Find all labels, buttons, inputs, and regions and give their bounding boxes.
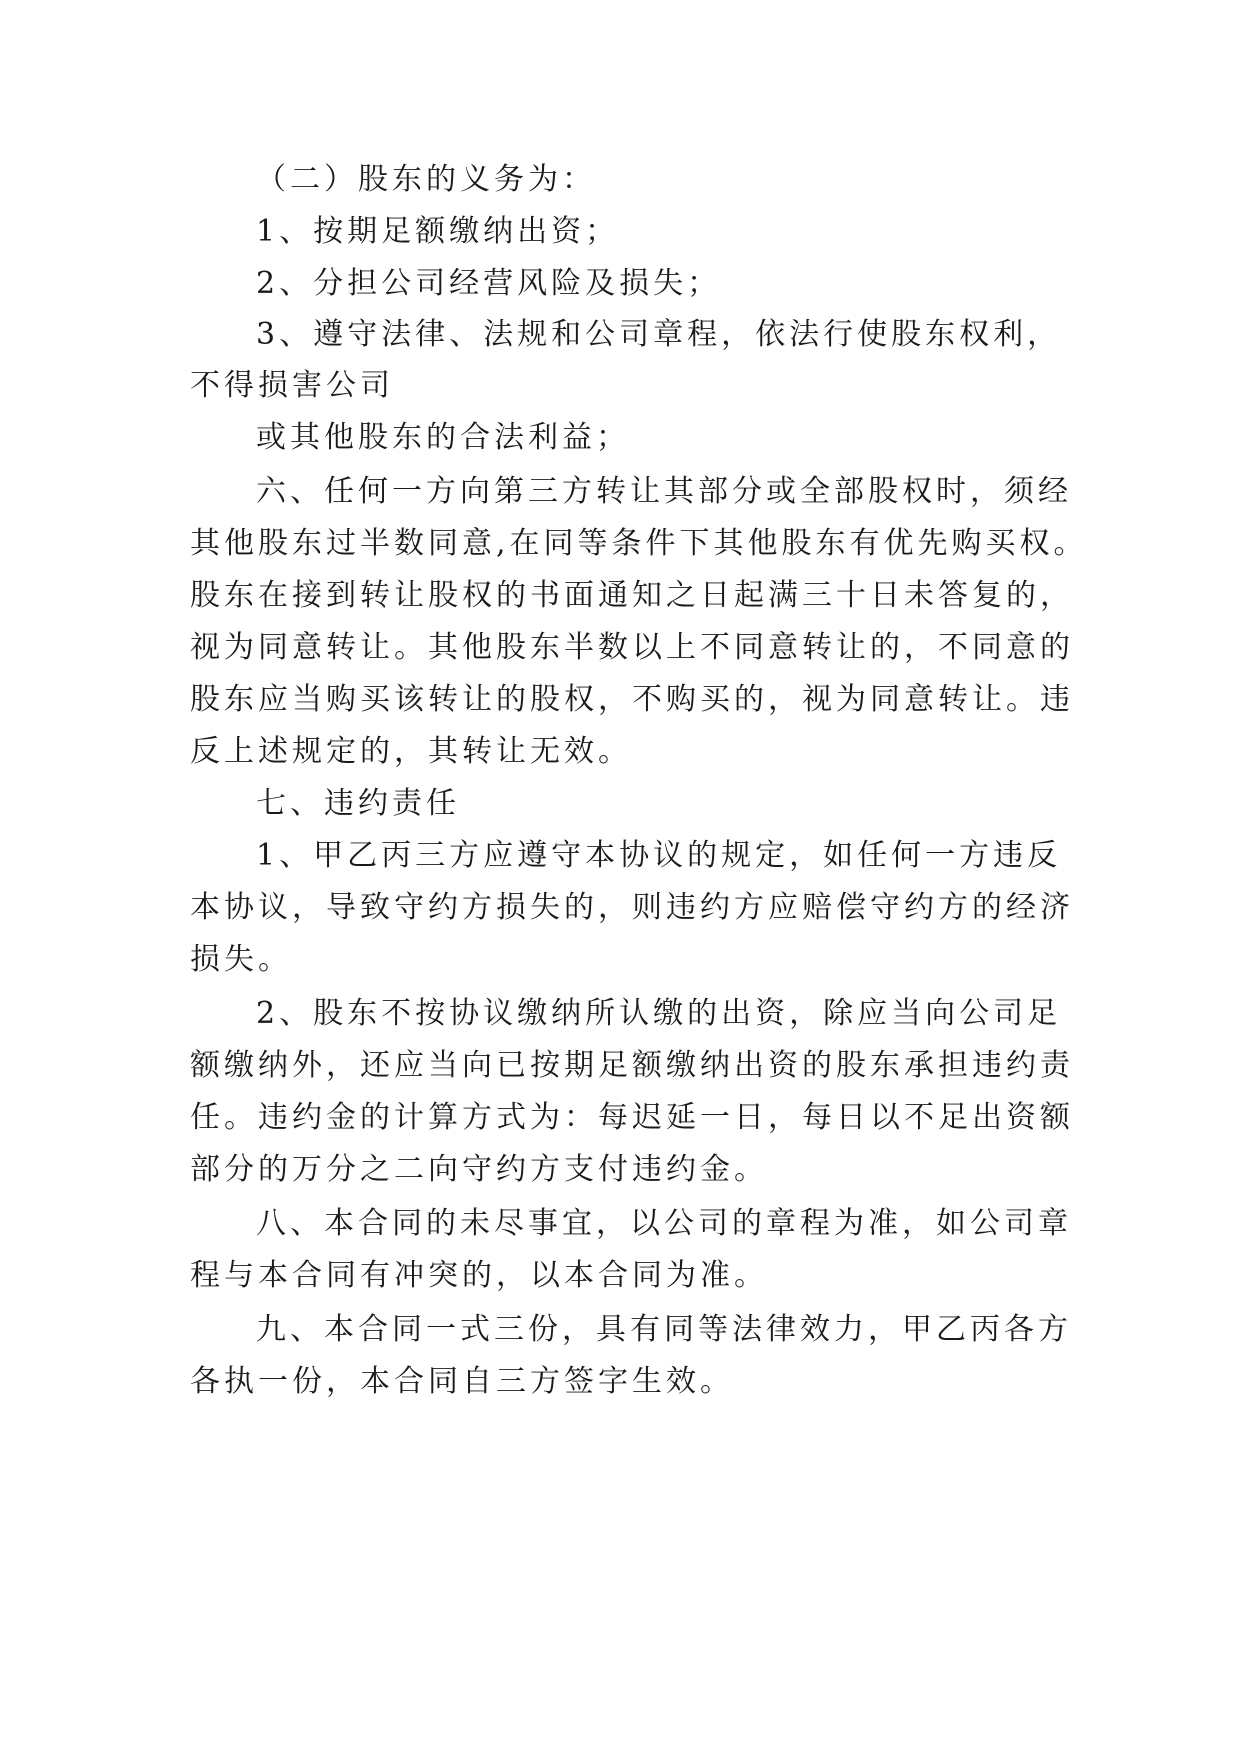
text-line: 或其他股东的合法利益； <box>256 420 630 455</box>
text-line: 反上述规定的，其转让无效。 <box>190 734 632 769</box>
text-line: 各执一份，本合同自三方签字生效。 <box>190 1364 734 1399</box>
text-line: 七、违约责任 <box>256 786 460 821</box>
text-line: 本协议，导致守约方损失的，则违约方应赔偿守约方的经济 <box>190 890 1074 925</box>
text-line: 视为同意转让。其他股东半数以上不同意转让的，不同意的 <box>190 630 1074 665</box>
text-line: 损失。 <box>190 942 292 977</box>
text-line: 六、任何一方向第三方转让其部分或全部股权时，须经 <box>256 474 1072 509</box>
text-line: 1、甲乙丙三方应遵守本协议的规定，如任何一方违反 <box>256 838 1062 873</box>
text-line: 额缴纳外，还应当向已按期足额缴纳出资的股东承担违约责 <box>190 1048 1074 1083</box>
text-line: 程与本合同有冲突的，以本合同为准。 <box>190 1258 768 1293</box>
text-line: 股东在接到转让股权的书面通知之日起满三十日未答复的， <box>190 578 1074 613</box>
text-line: 3、遵守法律、法规和公司章程，依法行使股东权利， <box>256 317 1062 352</box>
text-line: 任。违约金的计算方式为：每迟延一日，每日以不足出资额 <box>190 1100 1074 1135</box>
text-line: 2、分担公司经营风险及损失； <box>256 266 722 301</box>
text-line: 部分的万分之二向守约方支付违约金。 <box>190 1152 768 1187</box>
text-line: 不得损害公司 <box>190 368 394 403</box>
text-line: 2、股东不按协议缴纳所认缴的出资，除应当向公司足 <box>256 996 1062 1031</box>
text-line: 股东应当购买该转让的股权，不购买的，视为同意转让。违 <box>190 682 1074 717</box>
text-line: （二）股东的义务为： <box>256 162 596 197</box>
text-line: 其他股东过半数同意,在同等条件下其他股东有优先购买权。 <box>190 526 1088 561</box>
text-line: 八、本合同的未尽事宜，以公司的章程为准，如公司章 <box>256 1206 1072 1241</box>
text-line: 九、本合同一式三份，具有同等法律效力，甲乙丙各方 <box>256 1312 1072 1347</box>
text-line: 1、按期足额缴纳出资； <box>256 214 620 249</box>
